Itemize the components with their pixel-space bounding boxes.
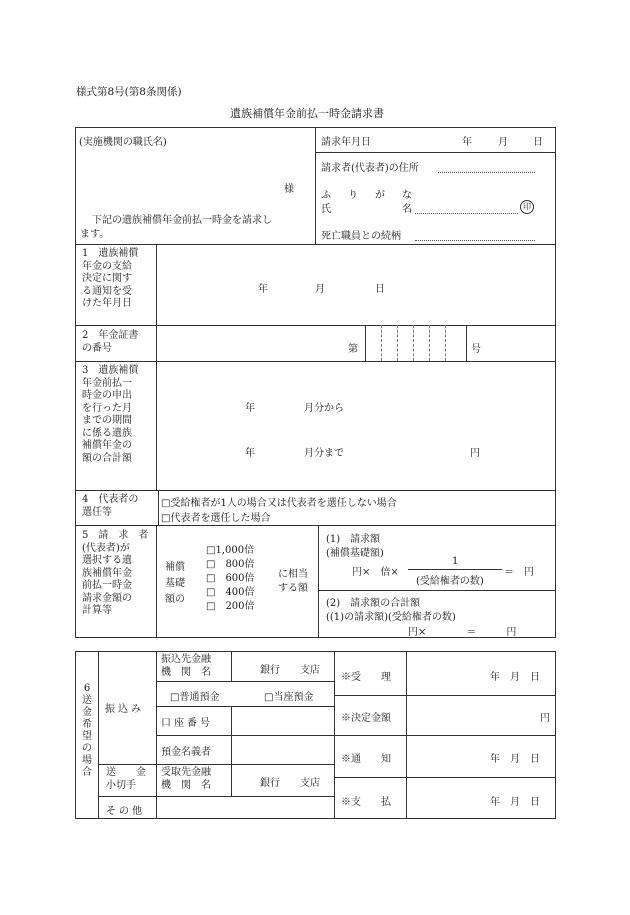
seal-mark: 印 — [520, 200, 534, 214]
row4-option-representative[interactable]: □代表者を選任した場合 — [161, 513, 271, 524]
account-number-label: 口座番号 — [161, 718, 213, 729]
transfer-label: 振込み — [105, 704, 144, 715]
section6-number: 6送金希望の場合 — [82, 683, 92, 778]
form-number: 様式第8号(第8条関係) — [76, 86, 182, 98]
account-holder-label: 預金名義者 — [161, 747, 211, 758]
office-decided-yen[interactable]: 円 — [540, 713, 550, 724]
furigana-char-3: が — [375, 190, 385, 201]
office-received-date[interactable]: 年 月 日 — [490, 672, 540, 683]
request-statement-line1: 下記の遺族補償年金前払一時金を請求し — [92, 215, 272, 226]
office-paid-date[interactable]: 年 月 日 — [490, 797, 540, 808]
name-char-1: 氏 — [321, 204, 331, 215]
receive-bank-branch-field[interactable]: 銀行 支店 — [260, 778, 320, 789]
row3-yen[interactable]: 円 — [470, 448, 480, 459]
calc1-formula-left[interactable]: 円× 倍× — [352, 567, 399, 578]
furigana-char-4: な — [402, 190, 412, 201]
furigana-char-2: り — [348, 190, 358, 201]
calc1-title: (1) 請求額 — [326, 534, 381, 545]
row1-year[interactable]: 年 — [258, 284, 268, 295]
deposit-ordinary-checkbox[interactable]: □普通預金 — [170, 692, 220, 703]
row4-label: 4 代表者の 選任等 — [82, 494, 139, 518]
office-paid-label: ※支 払 — [341, 797, 391, 808]
row5-label: 5 請 求 者 (代表者)が 選択する遺 族補償年金 前払一時金 請求金額の 計算等 — [82, 530, 149, 616]
relation-label: 死亡職員との続柄 — [321, 231, 401, 242]
row4-option-single[interactable]: □受給権者が1人の場合又は代表者を選任しない場合 — [161, 498, 397, 509]
address-label: 請求者(代表者)の住所 — [321, 163, 419, 174]
bank-branch-field[interactable]: 銀行 支店 — [260, 665, 320, 676]
certificate-number-field[interactable] — [466, 325, 467, 361]
request-date-day[interactable]: 日 — [533, 137, 543, 148]
address-field[interactable] — [438, 172, 535, 173]
receive-dest-label: 受取先金融 機 関 名 — [161, 767, 211, 791]
form-title: 遺族補償年金前払一時金請求書 — [230, 107, 384, 120]
name-field[interactable] — [415, 213, 518, 214]
relation-field[interactable] — [415, 240, 535, 241]
row1-month[interactable]: 月 — [315, 284, 325, 295]
row5-equivalent: に相当 する額 — [278, 569, 308, 594]
row2-label: 2 年金証書 の番号 — [82, 330, 139, 354]
furigana-char-1: ふ — [321, 190, 331, 201]
row2-dai: 第 — [348, 344, 358, 355]
sama-label: 様 — [284, 184, 294, 195]
name-char-2: 名 — [402, 204, 412, 215]
row3-label: 3 遺族補償 年金前払一 時金の申出 を行った月 までの期間 に係る遺族 補償年金の 額の合計額 — [82, 365, 139, 464]
bank-dest-label: 振込先金融 機 関 名 — [161, 654, 211, 678]
calc2-formula[interactable]: 円× ＝ 円 — [408, 627, 517, 638]
request-date-month[interactable]: 月 — [498, 137, 508, 148]
calc1-sub: (補償基礎額) — [326, 548, 384, 559]
agency-label: (実施機関の職氏名) — [79, 137, 167, 148]
office-decided-label: ※決定金額 — [341, 713, 391, 724]
calc2-sub: ((1)の請求額)(受給権者の数) — [326, 612, 456, 623]
row3-from-month[interactable]: 月分から — [304, 403, 344, 414]
row5-multipliers[interactable]: □1,000倍 □ 800倍 □ 600倍 □ 400倍 □ 200倍 — [206, 545, 255, 612]
remit-check-label: 送 金 小切手 — [106, 767, 146, 791]
office-received-label: ※受 理 — [341, 672, 391, 683]
calc2-title: (2) 請求額の合計額 — [326, 598, 421, 609]
office-notified-label: ※通 知 — [341, 754, 391, 765]
deposit-current-checkbox[interactable]: □当座預金 — [264, 692, 314, 703]
request-date-label: 請求年月日 — [321, 137, 371, 148]
other-label: その他 — [106, 806, 145, 817]
calc1-numerator: 1 — [452, 556, 459, 567]
row3-to-year[interactable]: 年 — [245, 448, 255, 459]
request-statement-line2: ます。 — [80, 229, 110, 240]
calc1-denominator: (受給権者の数) — [416, 576, 484, 587]
row3-to-month[interactable]: 月分まで — [304, 448, 344, 459]
row5-basis-label: 補償 基礎 額の — [165, 562, 185, 605]
calc1-formula-right[interactable]: ＝ 円 — [504, 567, 534, 578]
request-date-year[interactable]: 年 — [462, 137, 472, 148]
row3-from-year[interactable]: 年 — [245, 403, 255, 414]
row1-day[interactable]: 日 — [375, 284, 385, 295]
office-notified-date[interactable]: 年 月 日 — [490, 754, 540, 765]
row2-go: 号 — [471, 344, 481, 355]
row1-label: 1 遺族補償 年金の支給 決定に関す る通知を受 けた年月日 — [82, 248, 139, 309]
